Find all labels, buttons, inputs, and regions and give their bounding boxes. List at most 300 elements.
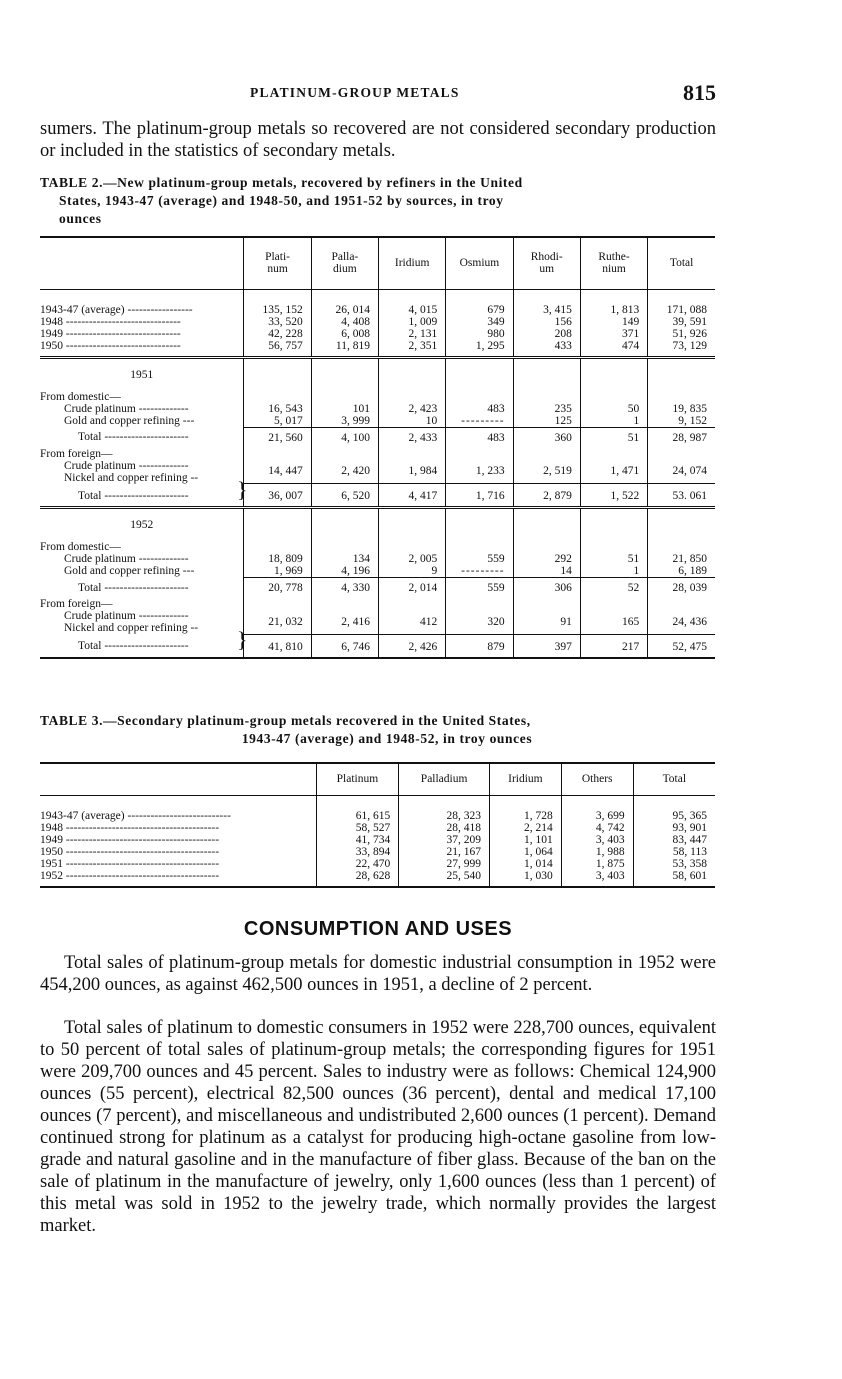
table3-cell: 1, 875 (561, 858, 633, 870)
table3-cell: 1, 988 (561, 846, 633, 858)
table2-cell: 1, 522 (580, 484, 647, 508)
foreign-line-1 (64, 610, 243, 622)
table3-row-label (40, 822, 316, 834)
leader-dots: ------------- (135, 402, 189, 415)
table2-blank-cell (244, 508, 311, 542)
table3-header-row (40, 763, 715, 795)
table2-blank-cell (580, 448, 647, 460)
table2-cell: 18, 809 (244, 553, 311, 565)
table2-cell: 4, 015 (379, 289, 446, 316)
leader-dots: ------------------------------ (63, 339, 181, 352)
table2-cell: 1, 233 (446, 460, 513, 484)
leader-dots: ---------------------------------------- (63, 845, 220, 858)
table2-col-header (311, 237, 378, 289)
row-label-text: Crude platinum (64, 610, 136, 622)
table2-cell: 208 (513, 328, 580, 340)
leader-dots: --------------------------- (124, 809, 231, 822)
row-label-text: 1950 (40, 339, 63, 352)
table2-cell: 6, 520 (311, 484, 378, 508)
leader-dots: ---------------------- (101, 431, 189, 444)
column-header-text: Ruthe- nium (598, 251, 630, 276)
leader-dots: ---------------------------------------- (63, 821, 220, 834)
table2-row (40, 289, 715, 316)
table3-cell: 1, 064 (489, 846, 561, 858)
table2-blank-cell (513, 391, 580, 403)
table2-cell: 2, 416 (311, 610, 378, 634)
table2-cell: 483 (446, 427, 513, 448)
table2-cell: 433 (513, 340, 580, 358)
leader-dots: ---------------------------------------- (63, 857, 220, 870)
table2-blank-cell (379, 391, 446, 403)
table2-row-label (40, 316, 244, 328)
table2-row-label (40, 403, 244, 415)
table2-cell: 171, 088 (648, 289, 715, 316)
table2-caption-line1: —New platinum-group metals, recovered by refiners in the United (103, 175, 523, 190)
table2-label: TABLE 2. (40, 175, 104, 190)
table3-cell: 33, 894 (316, 846, 399, 858)
table2-cell: 397 (513, 634, 580, 658)
table2-cell (446, 415, 513, 428)
brace-glyph: } (236, 627, 248, 652)
table2-cell: 14 (513, 565, 580, 578)
table2-cell: 101 (311, 403, 378, 415)
table2-cell: 156 (513, 316, 580, 328)
table3-cell: 61, 615 (316, 795, 399, 822)
leader-dots: ------------------------------ (63, 327, 181, 340)
table2-cell: 20, 778 (244, 578, 311, 599)
table2-cell: 483 (446, 403, 513, 415)
table2-cell: 4, 196 (311, 565, 378, 578)
leader-dots: -- (187, 622, 199, 634)
table3-row-label (40, 795, 316, 822)
table2-caption-line2: States, 1943-47 (average) and 1948-50, and 1951-52 by sources, in troy (59, 193, 504, 208)
table2-cell: 134 (311, 553, 378, 565)
table2-blank-cell (244, 541, 311, 553)
table3-cell: 41, 734 (316, 834, 399, 846)
table2-header-blank (40, 237, 244, 289)
table2-header-row (40, 237, 715, 289)
table3-cell: 1, 030 (489, 870, 561, 887)
table3-row (40, 834, 715, 846)
table3-row (40, 795, 715, 822)
table2-blank-cell (648, 541, 715, 553)
table2-year-row (40, 508, 715, 542)
table2-total-label (40, 427, 244, 448)
table3-col-header: Platinum (316, 763, 399, 795)
table2-blank-cell (513, 541, 580, 553)
table2-cell: 306 (513, 578, 580, 599)
foreign-line-1 (64, 460, 243, 472)
table2-cell: 559 (446, 553, 513, 565)
table2-cell: 165 (580, 610, 647, 634)
table2-cell: 36, 007 (244, 484, 311, 508)
leader-dots: ---------------------- (101, 640, 189, 653)
column-header-text: Plati- num (265, 251, 291, 276)
table2-blank-cell (513, 508, 580, 542)
leader-dots: ------------- (135, 610, 189, 622)
row-label-text: Total (78, 640, 102, 653)
table2-col-header (244, 237, 311, 289)
table3-cell: 53, 358 (633, 858, 715, 870)
row-label-text: 1943-47 (average) (40, 809, 125, 822)
table2-col-header (513, 237, 580, 289)
leader-dots: ---------------------- (101, 581, 189, 594)
running-title: PLATINUM-GROUP METALS (250, 85, 460, 100)
table2-year-row (40, 357, 715, 391)
table2-cell: 371 (580, 328, 647, 340)
table2-cell (446, 565, 513, 578)
table2-cell: 11, 819 (311, 340, 378, 358)
row-label-text: Crude platinum (64, 459, 136, 472)
table2-domestic-heading-row (40, 541, 715, 553)
table3-cell: 2, 214 (489, 822, 561, 834)
table2-col-header (580, 237, 647, 289)
table2-row (40, 316, 715, 328)
table2-cell: 21, 850 (648, 553, 715, 565)
table3-row-label (40, 846, 316, 858)
table2-cell: 14, 447 (244, 460, 311, 484)
table2-cell: 2, 433 (379, 427, 446, 448)
table3-cell: 4, 742 (561, 822, 633, 834)
table2-blank-cell (311, 598, 378, 610)
leader-dots: -- (187, 471, 199, 484)
table2-row (40, 415, 715, 428)
table3-cell: 58, 113 (633, 846, 715, 858)
table3-row (40, 858, 715, 870)
table3-cell: 21, 167 (399, 846, 490, 858)
row-label-text: 1952 (40, 869, 63, 882)
table2-foreign-heading-row (40, 598, 715, 610)
leader-dots: ---------------------------------------- (63, 869, 220, 882)
table2-cell: 73, 129 (648, 340, 715, 358)
leader-dots: ---------------------------------------- (63, 833, 220, 846)
table2-cell: 412 (379, 610, 446, 634)
table3-caption-line1: —Secondary platinum-group metals recovered in the United States, (103, 713, 531, 728)
table2-blank-cell (648, 357, 715, 391)
table2-blank-cell (648, 598, 715, 610)
table3-row-label (40, 870, 316, 887)
table2-cell: 51 (580, 553, 647, 565)
table2-blank-cell (311, 448, 378, 460)
table2-cell: 6, 008 (311, 328, 378, 340)
column-header-text: Rhodi- um (530, 251, 563, 276)
table2-cell: 1 (580, 415, 647, 428)
table3-row (40, 846, 715, 858)
table2-col-header (446, 237, 513, 289)
table2-blank-cell (580, 357, 647, 391)
table2-cell: 1 (580, 565, 647, 578)
table2-blank-cell (513, 448, 580, 460)
empty-cell-dashes: --------- (461, 565, 505, 577)
table2-row-label (40, 553, 244, 565)
table2-total-row (40, 427, 715, 448)
table2-cell: 56, 757 (244, 340, 311, 358)
table2-total-row (40, 578, 715, 599)
table2-blank-cell (580, 391, 647, 403)
table2-cell: 1, 813 (580, 289, 647, 316)
table2-caption (40, 174, 716, 228)
table2-blank-cell (244, 598, 311, 610)
table2-row (40, 553, 715, 565)
table2-cell: 24, 436 (648, 610, 715, 634)
table2-cell: 1, 295 (446, 340, 513, 358)
table3-caption (40, 712, 716, 748)
leader-dots: ------------- (135, 459, 189, 472)
table2-blank-cell (379, 598, 446, 610)
table2-col-header (379, 237, 446, 289)
table2-cell: 4, 408 (311, 316, 378, 328)
row-label-text: 1950 (40, 845, 63, 858)
table2-cell: 1, 009 (379, 316, 446, 328)
table3-col-header: Total (633, 763, 715, 795)
consumption-paragraph-1: Total sales of platinum-group metals for domestic industrial consumption in 1952 were 454,200 ounces, as against 462,500 ounces in 1951, a decline of 2 percent. (40, 953, 716, 995)
table2-cell: 2, 879 (513, 484, 580, 508)
row-label-text: 1951 (40, 857, 63, 870)
table2-blank-cell (311, 541, 378, 553)
table3-cell: 93, 901 (633, 822, 715, 834)
table2-cell: 292 (513, 553, 580, 565)
table2-caption-line3: ounces (59, 211, 102, 226)
table2-row-label (40, 328, 244, 340)
row-label-text: Nickel and copper refining (64, 471, 188, 484)
empty-cell-dashes: --------- (461, 414, 505, 427)
table2-blank-cell (580, 598, 647, 610)
leader-dots: ---------------------- (101, 489, 189, 502)
row-label-text: 1948 (40, 821, 63, 834)
table3-cell: 83, 447 (633, 834, 715, 846)
table3-cell: 28, 628 (316, 870, 399, 887)
column-header-text: Total (669, 257, 694, 270)
table2-foreign-heading-row (40, 448, 715, 460)
table3-row (40, 822, 715, 834)
table2-cell: 50 (580, 403, 647, 415)
table2-total-label (40, 634, 244, 658)
table2-cell: 51 (580, 427, 647, 448)
table2-cell: 39, 591 (648, 316, 715, 328)
table2-blank-cell (580, 541, 647, 553)
table2-total-row (40, 634, 715, 658)
table2-domestic-label: From domestic— (40, 390, 121, 403)
column-header-text: Osmium (459, 257, 500, 270)
table2-cell: 149 (580, 316, 647, 328)
table2-domestic-heading-row (40, 391, 715, 403)
table2-blank-cell (311, 357, 378, 391)
table2-cell: 4, 100 (311, 427, 378, 448)
table2-blank-cell (379, 508, 446, 542)
table3-cell: 3, 699 (561, 795, 633, 822)
table2-blank-cell (446, 598, 513, 610)
table2-cell: 6, 746 (311, 634, 378, 658)
table2-blank-cell (648, 448, 715, 460)
table3-col-header: Others (561, 763, 633, 795)
table3-cell: 22, 470 (316, 858, 399, 870)
table3-cell: 1, 014 (489, 858, 561, 870)
row-label-text: Nickel and copper refining (64, 622, 188, 634)
table2-blank-cell (513, 357, 580, 391)
table2-cell: 5, 017 (244, 415, 311, 428)
table2-cell: 9 (379, 565, 446, 578)
table2-cell: 1, 984 (379, 460, 446, 484)
table2-cell: 2, 519 (513, 460, 580, 484)
table2-blank-cell (648, 508, 715, 542)
table2-cell: 10 (379, 415, 446, 428)
table2-cell: 4, 330 (311, 578, 378, 599)
foreign-line-2 (64, 472, 243, 484)
table3-cell: 28, 323 (399, 795, 490, 822)
page-number: 815 (683, 80, 716, 105)
leader-dots: ------------- (135, 553, 189, 565)
table2-row-label (40, 289, 244, 316)
table3-col-header: Iridium (489, 763, 561, 795)
table2-foreign-label: From foreign— (40, 447, 113, 460)
row-label-text: 1949 (40, 833, 63, 846)
table2-col-header (648, 237, 715, 289)
table2-blank-cell (580, 508, 647, 542)
table2-blank-cell (446, 357, 513, 391)
table2-cell: 19, 835 (648, 403, 715, 415)
table2-blank-cell (648, 391, 715, 403)
table3-caption-line2: 1943-47 (average) and 1948-52, in troy ounces (241, 731, 533, 746)
table3-cell: 1, 728 (489, 795, 561, 822)
table2-cell: 2, 351 (379, 340, 446, 358)
table2-cell: 217 (580, 634, 647, 658)
table2-cell: 2, 423 (379, 403, 446, 415)
row-label-text: Total (78, 581, 102, 594)
table2-row-label (40, 565, 244, 578)
table2-cell: 4, 417 (379, 484, 446, 508)
table2-cell: 52, 475 (648, 634, 715, 658)
table3-row-label (40, 834, 316, 846)
row-label-text: Crude platinum (64, 402, 136, 415)
row-label-text: 1948 (40, 315, 63, 328)
table2-cell: 559 (446, 578, 513, 599)
table2-cell: 1, 969 (244, 565, 311, 578)
table2-total-label (40, 578, 244, 599)
table2-cell: 2, 131 (379, 328, 446, 340)
table2-cell: 2, 426 (379, 634, 446, 658)
table2-cell: 16, 543 (244, 403, 311, 415)
consumption-paragraph-2: Total sales of platinum to domestic consumers in 1952 were 228,700 ounces, equivalent to 50 percent of total sales of platinum-group metals; the corresponding figures for 1951 were 209,700 ounces and 45 percent. Sales to industry were as follows: Chemical 124,900 ounces (55 percent), electrical 82,500 ounces (36 percent), dental and medical 17,100 ounces (7 percent), and miscellaneous and undistributed 2,600 ounces (1 percent). Demand continued strong for platinum as a catalyst for producing high-octane gasoline from low-grade and natural gasoline and in the manufacture of fiber glass. Because of the ban on the sale of platinum in the manufacture of jewelry, only 1,600 ounces (less than 1 percent) of this metal was sold in 1952 to the jewelry trade, which normally provides the largest market. (40, 1018, 716, 1236)
table2-cell: 6, 189 (648, 565, 715, 578)
table2-cell: 9, 152 (648, 415, 715, 428)
table2-cell: 235 (513, 403, 580, 415)
row-label-text: Total (78, 431, 102, 444)
table2-cell: 679 (446, 289, 513, 316)
table2-blank-cell (311, 508, 378, 542)
table2-cell: 1, 716 (446, 484, 513, 508)
table3-header-blank (40, 763, 316, 795)
leader-dots: ------------------------------ (63, 315, 181, 328)
leader-dots: --- (179, 414, 195, 427)
table2-blank-cell (379, 357, 446, 391)
row-label-text: Gold and copper refining (64, 565, 180, 578)
column-header-text: Palla- dium (331, 251, 359, 276)
column-header-text: Iridium (394, 257, 430, 270)
table2-cell: 125 (513, 415, 580, 428)
leader-dots: ----------------- (124, 303, 193, 316)
table2-blank-cell (244, 391, 311, 403)
table2-blank-cell (446, 508, 513, 542)
table2-cell: 26, 014 (311, 289, 378, 316)
table2-row (40, 328, 715, 340)
table3-cell: 25, 540 (399, 870, 490, 887)
table2-year-label: 1951 (40, 357, 244, 391)
table2-cell: 2, 005 (379, 553, 446, 565)
table2-total-row (40, 484, 715, 508)
table3-label: TABLE 3. (40, 713, 104, 728)
table2-cell: 24, 074 (648, 460, 715, 484)
table2-cell: 879 (446, 634, 513, 658)
table2-cell: 360 (513, 427, 580, 448)
row-label-text: Crude platinum (64, 553, 136, 565)
table2-domestic-label: From domestic— (40, 541, 121, 553)
table2-cell: 3, 415 (513, 289, 580, 316)
table2-cell: 28, 039 (648, 578, 715, 599)
row-label-text: Gold and copper refining (64, 414, 180, 427)
table2-cell: 349 (446, 316, 513, 328)
table2-row (40, 403, 715, 415)
leader-dots: --- (179, 565, 195, 578)
row-label-text: 1949 (40, 327, 63, 340)
table2-total-label (40, 484, 244, 508)
table2-blank-cell (513, 598, 580, 610)
table2-cell: 91 (513, 610, 580, 634)
table2 (40, 236, 715, 659)
table2-cell: 474 (580, 340, 647, 358)
table2-cell: 980 (446, 328, 513, 340)
table2-cell: 42, 228 (244, 328, 311, 340)
table3-cell: 27, 999 (399, 858, 490, 870)
table2-blank-cell (311, 391, 378, 403)
table2-cell: 21, 032 (244, 610, 311, 634)
table2-row (40, 340, 715, 358)
table2-cell: 2, 420 (311, 460, 378, 484)
table2-blank-cell (244, 448, 311, 460)
table2-cell: 2, 014 (379, 578, 446, 599)
table3 (40, 762, 715, 888)
table2-cell: 3, 999 (311, 415, 378, 428)
row-label-text: Total (78, 489, 102, 502)
table2-foreign-label: From foreign— (40, 598, 113, 610)
row-label-text: 1943-47 (average) (40, 303, 125, 316)
table3-cell: 95, 365 (633, 795, 715, 822)
table2-blank-cell (244, 357, 311, 391)
table3-cell: 28, 418 (399, 822, 490, 834)
table2-blank-cell (379, 541, 446, 553)
section-heading: CONSUMPTION AND USES (243, 918, 513, 940)
brace-glyph: } (236, 476, 248, 502)
running-head (40, 82, 720, 106)
table2-cell: 53. 061 (648, 484, 715, 508)
table3-row-label (40, 858, 316, 870)
table2-cell: 21, 560 (244, 427, 311, 448)
table2-row-label (40, 340, 244, 358)
table3-cell: 37, 209 (399, 834, 490, 846)
table2-row (40, 565, 715, 578)
table2-row-label (40, 415, 244, 428)
table2-blank-cell (446, 448, 513, 460)
table3-row (40, 870, 715, 887)
table2-cell: 135, 152 (244, 289, 311, 316)
table2-blank-cell (446, 541, 513, 553)
foreign-line-2 (64, 622, 243, 634)
table3-cell: 3, 403 (561, 834, 633, 846)
table2-blank-cell (379, 448, 446, 460)
table2-row (40, 460, 715, 484)
table2-blank-cell (446, 391, 513, 403)
table2-year-label: 1952 (40, 508, 244, 542)
table2-cell: 1, 471 (580, 460, 647, 484)
